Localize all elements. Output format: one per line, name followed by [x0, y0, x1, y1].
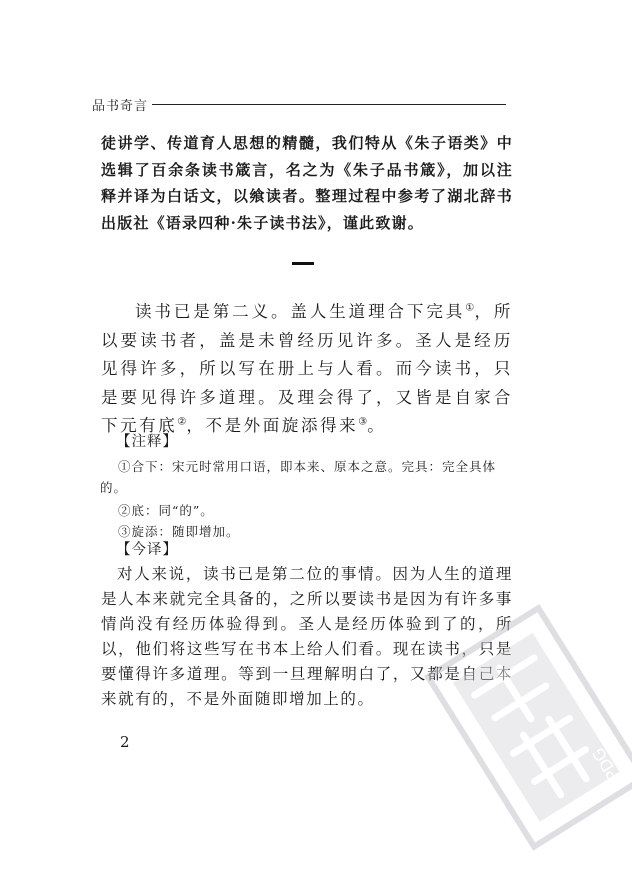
watermark-text: PDG [588, 744, 623, 784]
footnote-ref-2: ② [177, 416, 187, 428]
library-watermark-stamp [432, 600, 632, 860]
note-1-line-1: ①合下：宋元时常用口语，即本来、原本之意。完具：完全具体 [118, 459, 497, 474]
running-header-rule [152, 104, 506, 105]
intro-paragraph: 徒讲学、传道育人思想的精髓，我们特从《朱子语类》中选辑了百余条读书箴言，名之为《朱子品书箴》，加以注释并译为白话文，以飨读者。整理过程中参考了湖北辞书出版社《语录四种·朱子读书法》，谨此致谢。 [101, 134, 513, 232]
section-number-one [292, 262, 314, 265]
footnote-ref-1: ① [465, 302, 475, 314]
classical-passage [101, 298, 513, 441]
notes-heading: 【注释】 [116, 434, 178, 450]
passage-part-3: ，不是外面旋添得来 [186, 416, 359, 435]
translation-heading: 【今译】 [116, 542, 178, 558]
footnote-ref-3: ③ [358, 416, 368, 428]
running-header [92, 94, 506, 114]
page-number: 2 [120, 733, 130, 751]
passage-part-2: ，所以要读书者，盖是未曾经历见许多。圣人是经历见得许多，所以写在册上与人看。而今读书，只是要见得许多道理。及理会得了，又皆是自家合下元有底 [101, 302, 514, 435]
translation-paragraph: 对人来说，读书已是第二位的事情。因为人生的道理是人本来就完全具备的，之所以要读书是因为有许多事情尚没有经历体验得到。圣人是经历体验到了的，所以，他们将这些写在书本上给人们看。现在读书，只是要懂得许多道理。等到一旦理解明白了，又都是自己本来就有的，不是外面随即增加上的。 [101, 565, 513, 708]
note-1 [100, 456, 512, 498]
note-2: ②底：同“的”。 [118, 503, 214, 518]
passage-part-1: 读书已是第二义。盖人生道理合下完具 [135, 302, 466, 321]
note-3: ③旋添：随即增加。 [118, 524, 240, 539]
note-1-line-2: 的。 [100, 480, 128, 495]
passage-part-4: 。 [367, 416, 387, 435]
running-header-title: 品书奇言 [92, 98, 149, 114]
